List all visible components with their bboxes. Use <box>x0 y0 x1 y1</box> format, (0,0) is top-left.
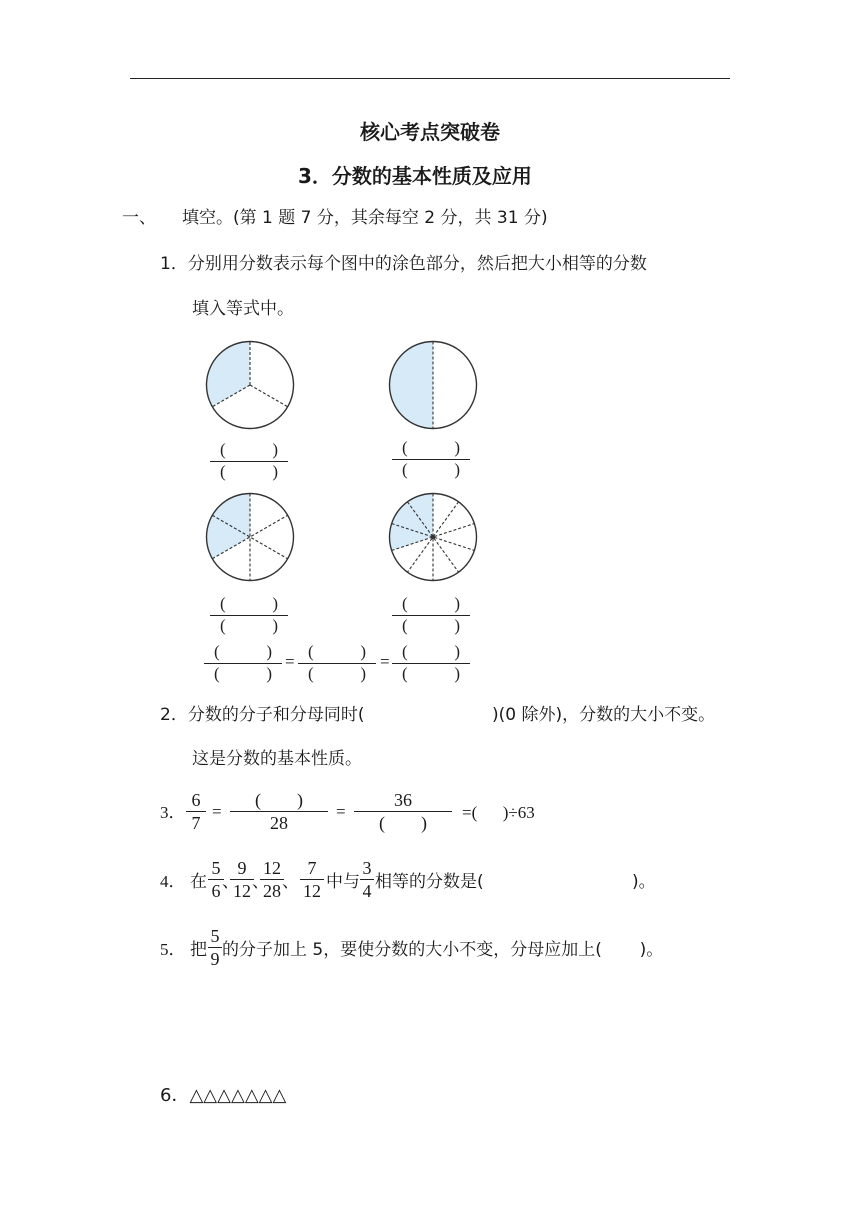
q4-fraction-3-4: 3 4 <box>360 858 374 901</box>
q4-sep: 、 <box>222 872 239 892</box>
q4-fraction-7-12: 7 12 <box>300 858 324 901</box>
circle-thirds <box>205 340 295 430</box>
q3-number: 3． <box>160 803 186 822</box>
q5-number: 5． <box>160 940 186 959</box>
page-title: 核心考点突破卷 <box>360 120 500 144</box>
page-subtitle: 3．分数的基本性质及应用 <box>298 164 532 188</box>
equality-fraction-3[interactable]: ( ) ( ) <box>392 642 470 686</box>
blank-fraction-3[interactable]: ( ) ( ) <box>210 594 288 638</box>
equality-fraction-1[interactable]: ( ) ( ) <box>204 642 282 686</box>
q4-sep: 、 <box>282 872 299 892</box>
equals-sign: = <box>380 652 390 671</box>
top-rule <box>130 78 730 79</box>
q6-text: 6．△△△△△△△ <box>160 1085 287 1106</box>
q1-text-line2: 填入等式中。 <box>192 299 294 319</box>
q4-answer-close[interactable]: )。 <box>632 872 656 892</box>
q2-text-part2: )(0 除外)，分数的大小不变。 <box>492 705 716 725</box>
equals-sign: = <box>285 652 295 671</box>
q3-tail[interactable]: =( )÷63 <box>462 803 535 822</box>
q5-pre: 把 <box>190 940 207 960</box>
q3-fraction-blank-28[interactable]: ( ) 28 <box>230 790 328 833</box>
q4-sep: 、 <box>252 872 269 892</box>
blank-fraction-1[interactable]: ( ) ( ) <box>210 440 288 484</box>
q5-post: 的分子加上 5，要使分数的大小不变，分母应加上( )。 <box>222 940 664 960</box>
circle-sixths <box>205 492 295 582</box>
circle-tenths <box>388 492 478 582</box>
q4-fraction-9-12: 9 12 <box>230 858 254 901</box>
q2-text-part1: 2．分数的分子和分母同时( <box>160 705 365 725</box>
section-number: 一、 <box>122 208 156 228</box>
q4-pre: 在 <box>190 872 207 892</box>
equality-fraction-2[interactable]: ( ) ( ) <box>298 642 376 686</box>
q4-number: 4． <box>160 872 186 891</box>
q3-fraction-6-7: 6 7 <box>186 790 206 833</box>
q3-fraction-36-blank[interactable]: 36 ( ) <box>354 790 452 833</box>
circle-halves <box>388 340 478 430</box>
equals-sign: = <box>212 802 222 821</box>
section-heading: 填空。(第 1 题 7 分，其余每空 2 分，共 31 分) <box>182 208 548 228</box>
blank-fraction-2[interactable]: ( ) ( ) <box>392 438 470 482</box>
equals-sign: = <box>336 802 346 821</box>
q4-mid: 中与 <box>326 872 360 892</box>
blank-fraction-4[interactable]: ( ) ( ) <box>392 594 470 638</box>
q5-fraction-5-9: 5 9 <box>208 926 222 969</box>
q4-fraction-5-6: 5 6 <box>208 858 224 901</box>
q4-post: 相等的分数是( <box>375 872 484 892</box>
q4-fraction-12-28: 12 28 <box>260 858 284 901</box>
q1-text-line1: 1．分别用分数表示每个图中的涂色部分，然后把大小相等的分数 <box>160 254 647 274</box>
q2-text-line2: 这是分数的基本性质。 <box>192 749 362 769</box>
